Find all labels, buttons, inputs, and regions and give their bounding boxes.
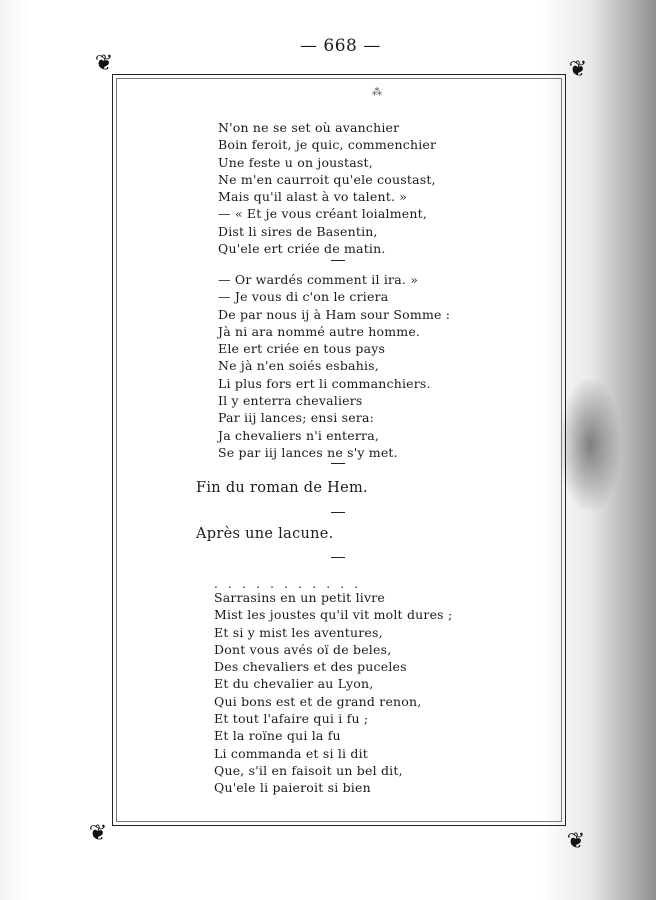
verse-line: — « Et je vous créant loialment,	[218, 206, 428, 222]
verse-line: Que, s'il en faisoit un bel dit,	[214, 762, 403, 778]
stanza-2	[218, 271, 450, 461]
verse-line: Dist li sires de Basentin,	[218, 223, 378, 239]
section-separator	[331, 260, 345, 261]
corner-ornament-bottom-right-icon: ❦	[566, 829, 586, 854]
verse-line: Jà ni ara nommé autre homme.	[218, 323, 421, 339]
verse-line: Une feste u on joustast,	[218, 154, 373, 170]
verse-line: Li plus fors ert li commanchiers.	[218, 375, 431, 391]
section-heading-lacuna: Après une lacune.	[196, 526, 334, 542]
verse-line: Mist les joustes qu'il vit molt dures ;	[214, 607, 453, 623]
verse-line: Ja chevaliers n'i enterra,	[218, 427, 380, 443]
verse-line: Sarrasins en un petit livre	[214, 590, 386, 605]
verse-line: N'on ne se set où avanchier	[218, 120, 400, 135]
verse-line: Et tout l'afaire qui i fu ;	[214, 711, 369, 727]
verse-line: Mais qu'il alast à vo talent. »	[218, 189, 408, 205]
verse-line: Dont vous avés oï de beles,	[214, 641, 392, 657]
verse-line: Et du chevalier au Lyon,	[214, 676, 374, 692]
stanza-3	[214, 589, 452, 797]
stanza-1	[218, 119, 436, 257]
verse-line: Li commanda et si li dit	[214, 745, 369, 761]
verse-line: Qu'ele ert criée de matin.	[218, 241, 386, 257]
section-separator	[331, 512, 345, 513]
verse-line: Ne m'en caurroit qu'ele coustast,	[218, 171, 436, 187]
verse-line: Et la roïne qui la fu	[214, 728, 341, 744]
verse-line: Qu'ele li paieroit si bien	[214, 780, 371, 796]
verse-line: Ne jà n'en soiés esbahis,	[218, 358, 379, 374]
corner-ornament-top-left-icon: ❦	[94, 51, 114, 76]
verse-line: Il y enterra chevaliers	[218, 393, 363, 409]
verse-line: Boin feroit, je quic, commenchier	[218, 137, 437, 153]
corner-ornament-bottom-left-icon: ❦	[88, 821, 108, 846]
page-number: — 668 —	[300, 36, 381, 56]
verse-line: Qui bons est et de grand renon,	[214, 693, 422, 709]
section-separator	[331, 463, 345, 464]
section-separator	[331, 557, 345, 558]
verse-line: — Je vous di c'on le criera	[218, 289, 389, 305]
verse-line: Par iij lances; ensi sera:	[218, 410, 375, 426]
ink-stain	[560, 380, 620, 510]
verse-line: Ele ert criée en tous pays	[218, 341, 386, 357]
verse-line: De par nous ij à Ham sour Somme :	[218, 306, 451, 322]
print-speck: ⁂	[372, 87, 382, 98]
corner-ornament-top-right-icon: ❦	[568, 57, 588, 82]
verse-line: Des chevaliers et des puceles	[214, 659, 407, 675]
lacuna-dots: . . . . . . . . . . .	[214, 577, 362, 591]
verse-line: Et si y mist les aventures,	[214, 624, 383, 640]
verse-line: Se par iij lances ne s'y met.	[218, 444, 398, 460]
section-heading-end-of-roman: Fin du roman de Hem.	[196, 480, 368, 496]
verse-line: — Or wardés comment il ira. »	[218, 272, 419, 287]
